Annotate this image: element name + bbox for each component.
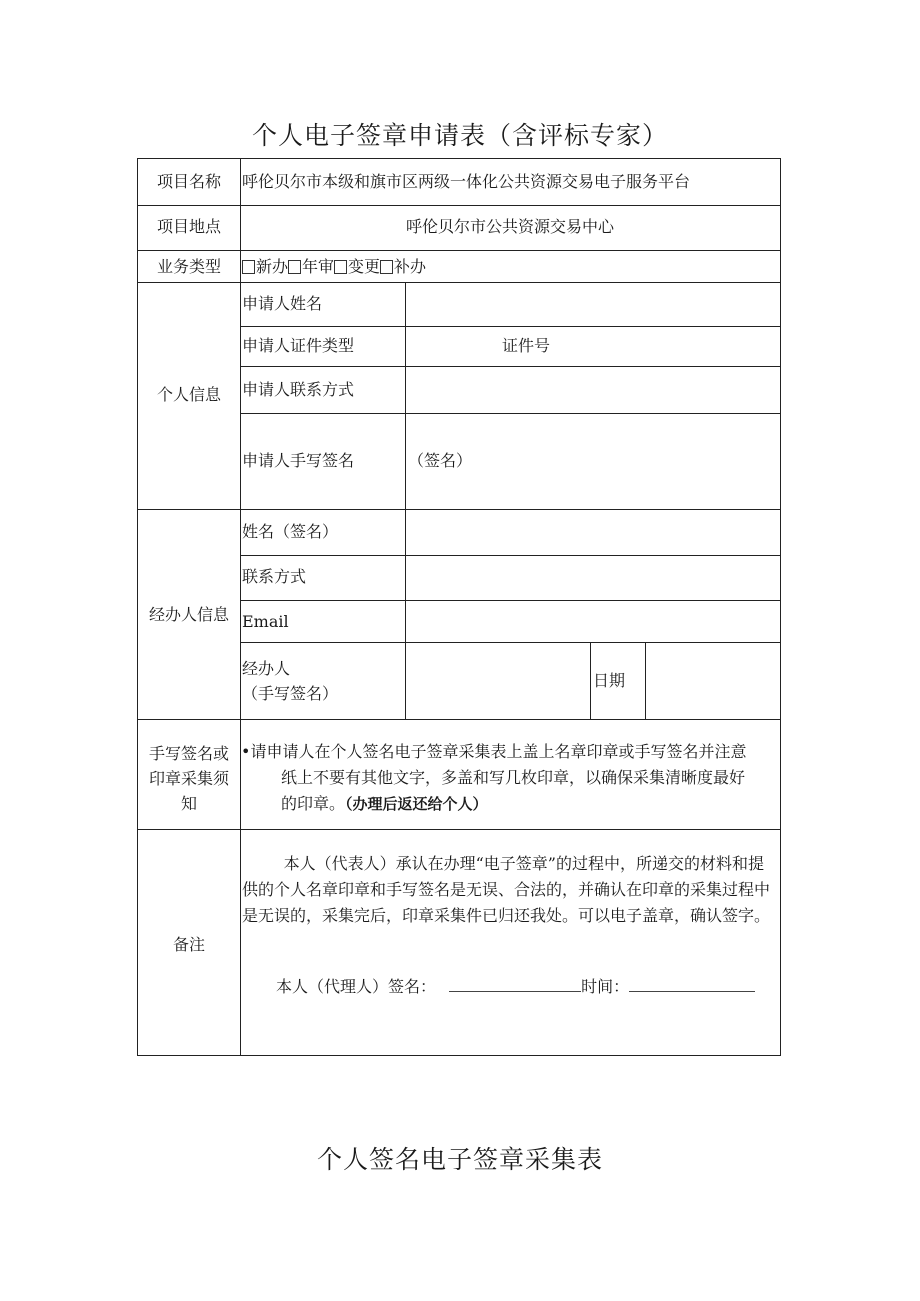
id-number-label: 证件号 [502, 336, 551, 355]
collection-form-title: 个人签名电子签章采集表 [316, 1145, 603, 1174]
handler-contact-label: 联系方式 [242, 567, 307, 586]
option-annual-review: 年审 [302, 257, 335, 276]
date-label: 日期 [593, 671, 626, 690]
business-type-options [242, 255, 426, 279]
project-name-value: 呼伦贝尔市本级和旗市区两级一体化公共资源交易电子服务平台 [242, 172, 691, 191]
option-change: 变更 [348, 257, 381, 276]
handler-name-label: 姓名（签名） [242, 522, 339, 541]
notice-label-line2: 印章采集须 [148, 769, 229, 788]
checkbox-change[interactable] [334, 260, 347, 274]
handler-signature-note: （手写签名） [242, 684, 339, 703]
remarks-statement: 本人（代表人）承认在办理“电子签章”的过程中，所递交的材料和提供的个人名章印章和手写签名是无误、合法的，并确认在印章的采集过程中是无误的，采集完后，印章采集件已归还我处。可以电子盖章，确认签字。 [242, 854, 771, 925]
handler-name-field[interactable] [406, 514, 779, 552]
handler-label: 经办人 [242, 659, 291, 678]
checkbox-reissue[interactable] [380, 260, 393, 274]
project-name-label: 项目名称 [156, 172, 221, 191]
notice-text-line1: •请申请人在个人签名电子签章采集表上盖上名章印章或手写签名并注意 [241, 742, 747, 761]
notice-text-line2: 纸上不要有其他文字，多盖和写几枚印章，以确保采集清晰度最好 [281, 768, 746, 787]
applicant-contact-field[interactable] [406, 371, 779, 409]
time-label: 时间： [581, 977, 630, 996]
business-type-label: 业务类型 [156, 257, 221, 276]
personal-info-label: 个人信息 [156, 385, 221, 404]
checkbox-new[interactable] [242, 260, 255, 274]
agent-signature-line[interactable] [449, 975, 581, 992]
form-title: 个人电子签章申请表（含评标专家） [251, 121, 668, 150]
handler-contact-field[interactable] [406, 559, 779, 597]
notice-label-line3: 知 [180, 794, 197, 813]
remarks-signature-row [276, 975, 755, 999]
applicant-name-field[interactable] [406, 292, 779, 322]
handler-email-field[interactable] [406, 604, 779, 639]
handler-info-label: 经办人信息 [148, 605, 229, 624]
project-location-label: 项目地点 [156, 217, 221, 236]
notice-return-note: （办理后返还给个人） [345, 795, 488, 813]
applicant-name-label: 申请人姓名 [242, 294, 323, 313]
checkbox-annual-review[interactable] [288, 260, 301, 274]
option-reissue: 补办 [394, 257, 427, 276]
notice-label-line1: 手写签名或 [148, 744, 229, 763]
applicant-contact-label: 申请人联系方式 [242, 380, 355, 399]
option-new: 新办 [256, 257, 289, 276]
applicant-signature-label: 申请人手写签名 [242, 451, 355, 470]
applicant-signature-hint: （签名） [408, 451, 473, 470]
project-location-value: 呼伦贝尔市公共资源交易中心 [405, 217, 614, 236]
applicant-id-type-label: 申请人证件类型 [242, 336, 355, 355]
remarks-label: 备注 [172, 935, 205, 954]
notice-text-line3: 的印章。（办理后返还给个人） [281, 794, 488, 813]
handler-email-label: Email [242, 612, 289, 631]
application-form-table [137, 158, 781, 1056]
time-line[interactable] [629, 975, 755, 992]
agent-signature-label: 本人（代理人）签名： [276, 977, 437, 996]
